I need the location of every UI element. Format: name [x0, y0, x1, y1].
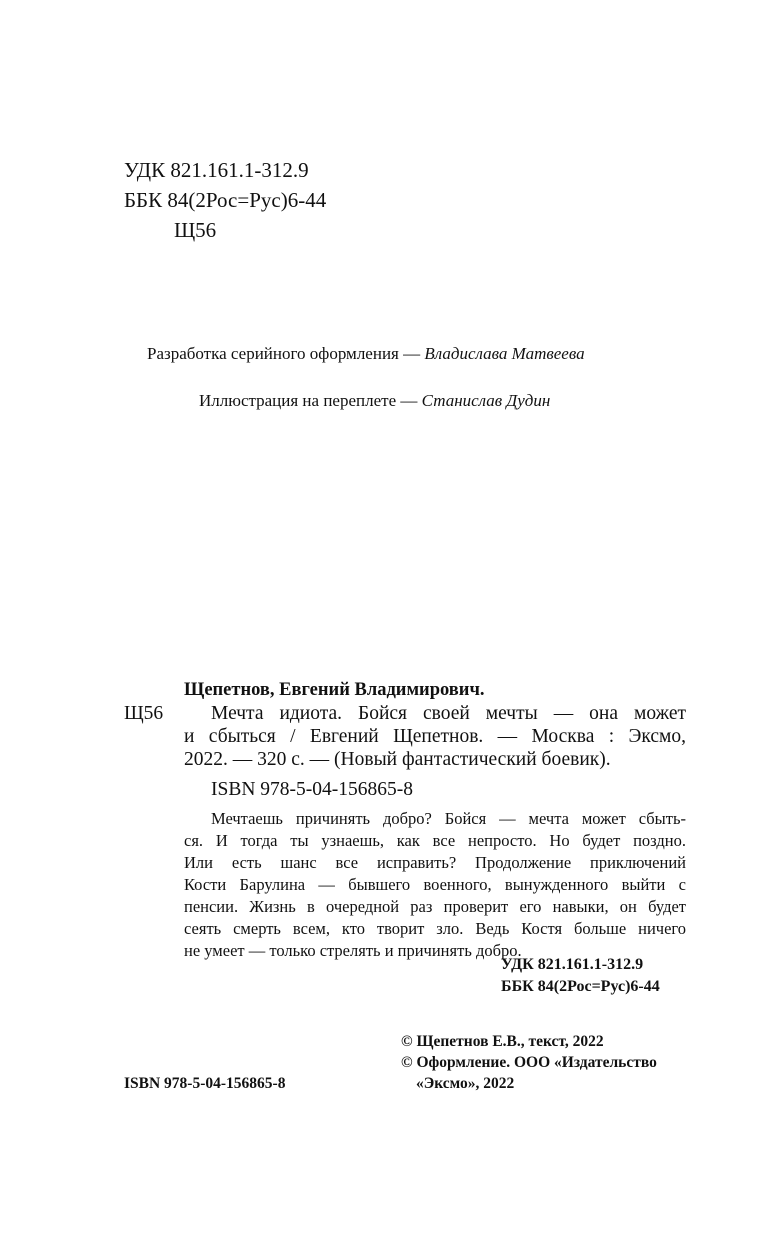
annotation-line: ся. И тогда ты узнаешь, как все непросто. Но будет поздно. [184, 831, 686, 850]
cover-illustration-role: Иллюстрация на переплете — [199, 391, 418, 410]
series-design-name: Владислава Матвеева [424, 344, 585, 363]
bibliographic-description [184, 702, 686, 771]
catalog-isbn: ISBN 978-5-04-156865-8 [211, 779, 414, 800]
catalog-bbk: ББК 84(2Рос=Рус)6-44 [501, 978, 660, 995]
series-design-credit [147, 343, 585, 365]
bib-line: Мечта идиота. Бойся своей мечты — она может [211, 703, 686, 724]
annotation-line: не умеет — только стрелять и причинять добро. [184, 941, 522, 960]
copyright-design-line2: «Эксмо», 2022 [416, 1075, 515, 1092]
annotation-line: Или есть шанс все исправить? Продолжение приключений [184, 853, 686, 872]
annotation-line: сеять смерть всем, кто творит зло. Ведь Костя больше ничего [184, 919, 686, 938]
bbk-code: ББК 84(2Рос=Рус)6-44 [124, 188, 327, 212]
series-design-role: Разработка серийного оформления — [147, 344, 421, 363]
footer-isbn: ISBN 978-5-04-156865-8 [124, 1075, 286, 1092]
copyright-text: © Щепетнов Е.В., текст, 2022 [401, 1033, 604, 1050]
cover-illustration-name: Станислав Дудин [421, 391, 551, 410]
catalog-udk: УДК 821.161.1-312.9 [501, 956, 644, 973]
annotation [184, 808, 686, 962]
annotation-line: пенсии. Жизнь в очередной раз проверит его навыки, он будет [184, 897, 686, 916]
catalog-author-heading: Щепетнов, Евгений Владимирович. [184, 680, 485, 700]
cover-illustration-credit [199, 390, 550, 412]
bib-line: 2022. — 320 с. — (Новый фантастический боевик). [184, 749, 611, 770]
annotation-line: Кости Барулина — бывшего военного, вынужденного выйти с [184, 875, 686, 894]
annotation-line: Мечтаешь причинять добро? Бойся — мечта может сбыть- [211, 809, 686, 828]
copyright-design-line1: © Оформление. ООО «Издательство [401, 1054, 657, 1071]
bib-line: и сбыться / Евгений Щепетнов. — Москва : Эксмо, [184, 726, 686, 747]
author-mark: Щ56 [174, 218, 217, 242]
udk-code: УДК 821.161.1-312.9 [124, 158, 309, 182]
catalog-author-mark: Щ56 [124, 703, 164, 724]
